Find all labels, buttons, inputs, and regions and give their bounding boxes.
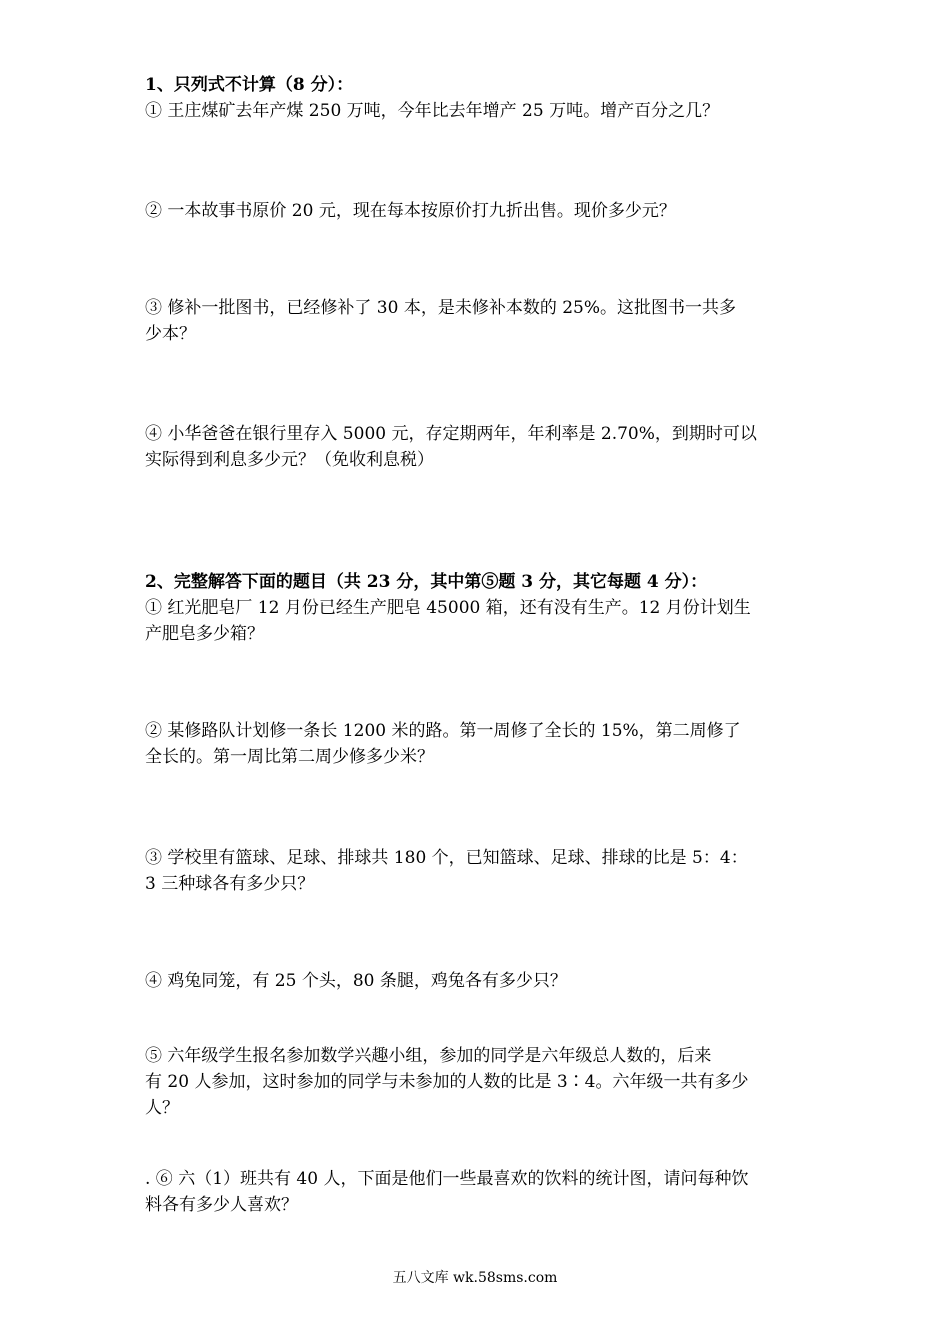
section2-question-3 — [145, 845, 813, 897]
question-line: 有 20 人参加，这时参加的同学与未参加的人数的比是 3∶4。六年级一共有多少 — [145, 1072, 749, 1092]
question-line: 3 三种球各有多少只？ — [145, 874, 315, 894]
question-line: 全长的。第一周比第二周少修多少米？ — [145, 747, 434, 767]
section2-question-6 — [145, 1166, 813, 1218]
question-line: 实际得到利息多少元？（免收利息税） — [145, 450, 434, 470]
question-line: 产肥皂多少箱？ — [145, 624, 264, 644]
section1-question-3 — [145, 295, 813, 347]
question-line: ⑤ 六年级学生报名参加数学兴趣小组，参加的同学是六年级总人数的，后来 — [145, 1046, 712, 1066]
question-line: ① 红光肥皂厂 12 月份已经生产肥皂 45000 箱，还有没有生产。12 月份计划生 — [145, 598, 751, 618]
section1-heading: 1、只列式不计算（8 分）： — [145, 75, 354, 95]
question-line: ② 某修路队计划修一条长 1200 米的路。第一周修了全长的 15%，第二周修了 — [145, 721, 741, 741]
section1-question-4 — [145, 421, 813, 473]
question-line: 少本？ — [145, 324, 196, 344]
question-line: 人？ — [145, 1098, 179, 1118]
question-line: . ⑥ 六（1）班共有 40 人，下面是他们一些最喜欢的饮料的统计图，请问每种饮 — [145, 1169, 749, 1189]
section2-heading: 2、完整解答下面的题目（共 23 分，其中第⑤题 3 分，其它每题 4 分）： — [145, 572, 708, 592]
question-line: ③ 修补一批图书，已经修补了 30 本，是未修补本数的 25%。这批图书一共多 — [145, 298, 737, 318]
question-line: 料各有多少人喜欢？ — [145, 1195, 298, 1215]
section2-question-2 — [145, 718, 813, 770]
section2-question-1 — [145, 595, 813, 647]
section1-question-2: ② 一本故事书原价 20 元，现在每本按原价打九折出售。现价多少元？ — [145, 201, 676, 221]
section2-question-4: ④ 鸡兔同笼，有 25 个头，80 条腿，鸡兔各有多少只？ — [145, 971, 567, 991]
question-line: ③ 学校里有篮球、足球、排球共 180 个，已知篮球、足球、排球的比是 5：4： — [145, 848, 748, 868]
page-footer: 五八文库 wk.58sms.com — [392, 1270, 558, 1286]
section2-question-5 — [145, 1043, 813, 1121]
question-line: ④ 小华爸爸在银行里存入 5000 元，存定期两年，年利率是 2.70%，到期时可以 — [145, 424, 757, 444]
section1-question-1: ① 王庄煤矿去年产煤 250 万吨，今年比去年增产 25 万吨。增产百分之几？ — [145, 101, 720, 121]
